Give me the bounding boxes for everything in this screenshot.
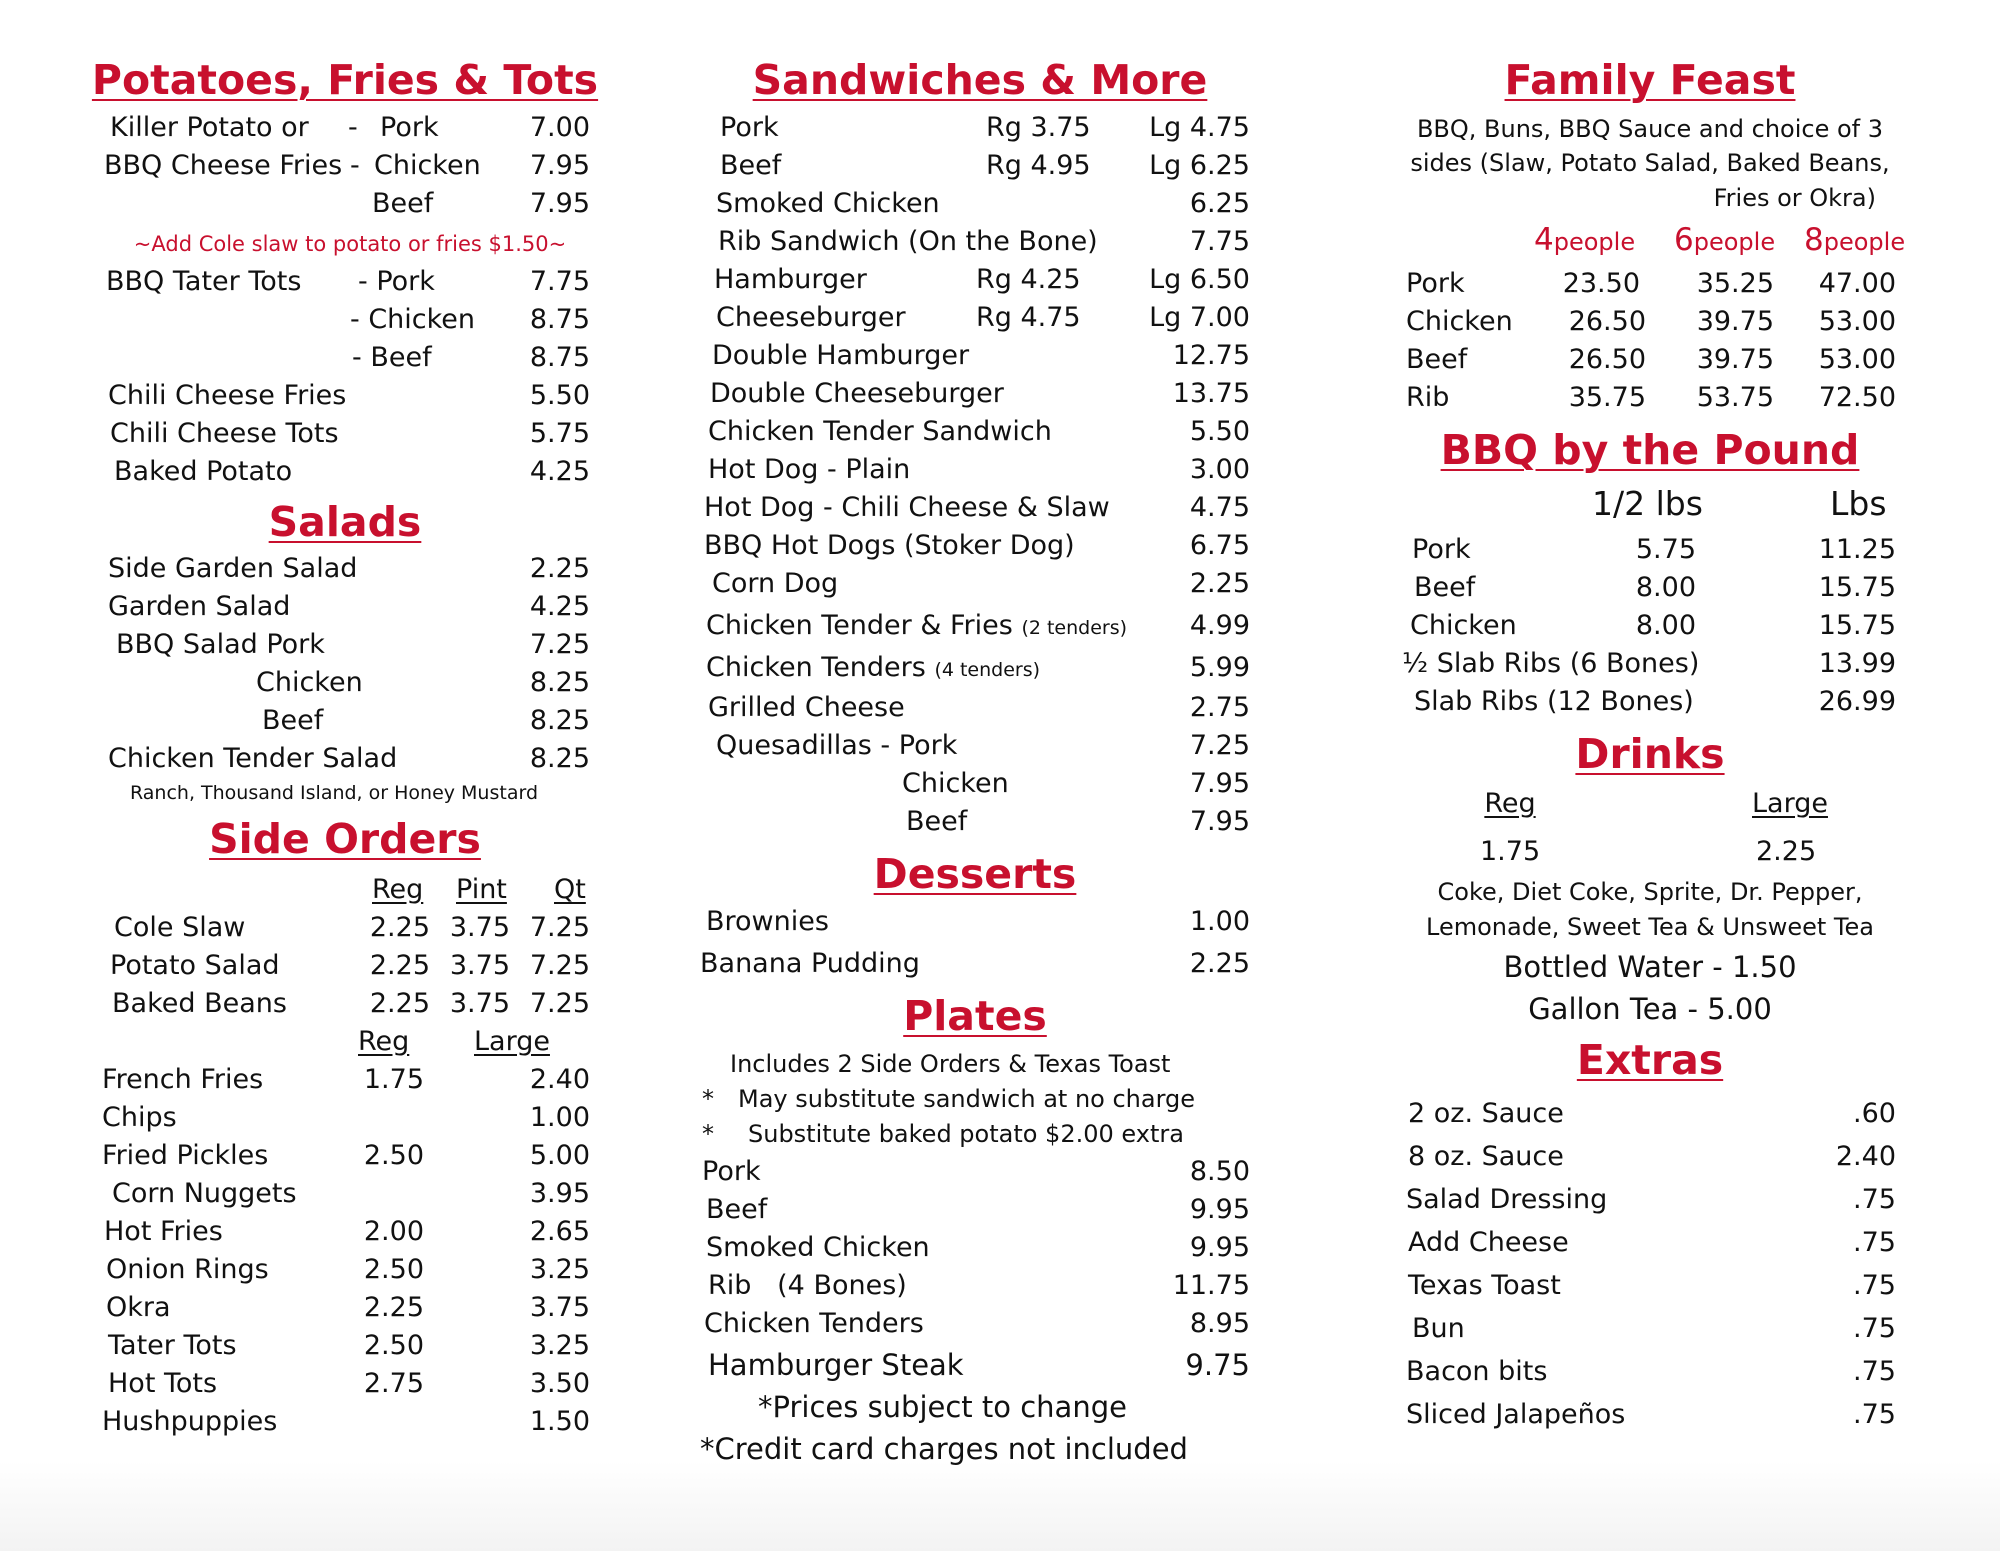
family-row-p6: 35.25 <box>1696 268 1774 299</box>
side-tier2-large: 3.50 <box>529 1368 590 1399</box>
killer-beef-price: 7.95 <box>529 188 590 219</box>
family-row-p4: 35.75 <box>1568 382 1646 413</box>
potato-item-price: 5.75 <box>529 418 590 449</box>
side-tier2-reg: 2.50 <box>363 1330 424 1361</box>
quesadillas-chicken: Chicken <box>902 768 1009 799</box>
side-tier2-name: Hot Fries <box>104 1216 223 1247</box>
extra-name: 2 oz. Sauce <box>1408 1098 1564 1129</box>
tenders-note: (4 tenders) <box>934 659 1041 681</box>
tenders-label: Chicken Tenders <box>706 652 926 683</box>
family-desc2: sides (Slaw, Potato Salad, Baked Beans, <box>1410 149 1890 177</box>
drinks-reg-label: Reg <box>1484 788 1536 819</box>
tenders-price: 5.99 <box>1189 652 1250 683</box>
family-row-p8: 72.50 <box>1818 382 1896 413</box>
salad-bbq-chicken-name: Chicken <box>256 667 363 698</box>
side-tier2-name: Hushpuppies <box>102 1406 278 1437</box>
quesadillas-beef-price: 7.95 <box>1189 806 1250 837</box>
potatoes-heading: Potatoes, Fries & Tots <box>91 56 599 104</box>
sandwich-item-name: Hot Dog - Plain <box>708 454 911 485</box>
plate-price: 9.95 <box>1189 1232 1250 1263</box>
pound-row-full: 15.75 <box>1818 572 1896 603</box>
extra-price: .60 <box>1853 1098 1896 1129</box>
side-tier2-name: Okra <box>106 1292 171 1323</box>
plate-name: Chicken Tenders <box>704 1308 924 1339</box>
tots-beef-price: 8.75 <box>529 342 590 373</box>
potato-item-name: Chili Cheese Tots <box>110 418 339 449</box>
side-tier2-reg: 2.50 <box>363 1254 424 1285</box>
salad-bbq-beef-price: 8.25 <box>529 705 590 736</box>
sandwich-sized-rg: Rg 3.75 <box>986 112 1091 143</box>
plates-note1: May substitute sandwich at no charge <box>738 1085 1196 1113</box>
salad-dressings: Ranch, Thousand Island, or Honey Mustard <box>130 782 539 804</box>
family-row-p8: 47.00 <box>1818 268 1896 299</box>
family-row-p6: 39.75 <box>1696 344 1774 375</box>
page-bottom-shade <box>0 1461 2000 1551</box>
extras-heading: Extras <box>1576 1036 1724 1084</box>
extra-name: 8 oz. Sauce <box>1408 1141 1564 1172</box>
sandwich-sized-name: Pork <box>720 112 779 143</box>
sandwich-item-name: Corn Dog <box>712 568 839 599</box>
side-tier1-qt: 7.25 <box>529 988 590 1019</box>
quesadillas-beef: Beef <box>906 806 968 837</box>
family-row-p6: 39.75 <box>1696 306 1774 337</box>
side-tier2-large: 5.00 <box>529 1140 590 1171</box>
burger-name: Cheeseburger <box>716 302 906 333</box>
sandwich-rib-price: 7.75 <box>1189 226 1250 257</box>
extra-name: Bun <box>1412 1313 1465 1344</box>
family-size-word: people <box>1693 228 1776 256</box>
tots-chicken: - Chicken <box>350 304 476 335</box>
dessert-price: 2.25 <box>1189 948 1250 979</box>
sandwich-sized-name: Beef <box>720 150 782 181</box>
pound-row-half: 8.00 <box>1635 572 1696 603</box>
drinks-large-label: Large <box>1752 788 1828 819</box>
killer-pork: Pork <box>380 112 439 143</box>
sandwich-smoked-price: 6.25 <box>1189 188 1250 219</box>
family-size-4 <box>1534 222 1635 258</box>
drinks-list2: Lemonade, Sweet Tea & Unsweet Tea <box>1426 913 1874 941</box>
side-tier1-pint: 3.75 <box>449 950 510 981</box>
sandwich-item-price: 2.25 <box>1189 568 1250 599</box>
sides-head2-reg: Reg <box>358 1026 410 1057</box>
salad-tender-price: 8.25 <box>529 743 590 774</box>
extra-price: .75 <box>1853 1270 1896 1301</box>
side-tier2-name: French Fries <box>102 1064 264 1095</box>
salad-bbq-pork-price: 7.25 <box>529 629 590 660</box>
sandwich-rib-name: Rib Sandwich (On the Bone) <box>718 226 1098 257</box>
extra-price: .75 <box>1853 1184 1896 1215</box>
extra-price: .75 <box>1853 1399 1896 1430</box>
plate-name: Beef <box>706 1194 768 1225</box>
family-row-name: Chicken <box>1406 306 1513 337</box>
family-row-p6: 53.75 <box>1696 382 1774 413</box>
plate-price: 9.75 <box>1185 1348 1250 1382</box>
plates-heading: Plates <box>903 992 1047 1040</box>
sandwich-item-name: Hot Dog - Chili Cheese & Slaw <box>704 492 1110 523</box>
sandwich-item-name: Chicken Tender Sandwich <box>708 416 1052 447</box>
burger-lg: Lg 6.50 <box>1149 264 1250 295</box>
family-size-word: people <box>1553 228 1636 256</box>
extra-price: .75 <box>1853 1227 1896 1258</box>
quesadillas-pork-price: 7.25 <box>1189 730 1250 761</box>
burger-rg: Rg 4.75 <box>976 302 1081 333</box>
killer-pork-price: 7.00 <box>529 112 590 143</box>
drinks-heading: Drinks <box>1575 730 1725 778</box>
salad-side-price: 2.25 <box>529 553 590 584</box>
sandwich-sized-rg: Rg 4.95 <box>986 150 1091 181</box>
family-row-p4: 26.50 <box>1568 306 1646 337</box>
killer-beef: Beef <box>372 188 434 219</box>
plates-note2: Substitute baked potato $2.00 extra <box>748 1120 1184 1148</box>
family-size-num: 4 <box>1534 222 1554 258</box>
extra-name: Bacon bits <box>1406 1356 1548 1387</box>
pound-row-full: 11.25 <box>1818 534 1896 565</box>
plates-star2: * <box>702 1120 714 1148</box>
family-row-p4: 23.50 <box>1562 268 1640 299</box>
burger-rg: Rg 4.25 <box>976 264 1081 295</box>
side-tier2-reg: 2.00 <box>363 1216 424 1247</box>
burger-lg: Lg 7.00 <box>1149 302 1250 333</box>
side-tier2-large: 1.50 <box>529 1406 590 1437</box>
plate-name: Pork <box>702 1156 761 1187</box>
grilled-cheese-price: 2.75 <box>1189 692 1250 723</box>
dessert-name: Banana Pudding <box>700 948 920 979</box>
sides-head-pint: Pint <box>456 874 507 905</box>
salad-bbq-beef-name: Beef <box>262 705 324 736</box>
killer-dash1: - <box>348 112 358 143</box>
potato-item-price: 5.50 <box>529 380 590 411</box>
family-size-num: 6 <box>1674 222 1694 258</box>
pound-row-name: Chicken <box>1410 610 1517 641</box>
side-tier2-name: Corn Nuggets <box>112 1178 297 1209</box>
plate-name: Smoked Chicken <box>706 1232 930 1263</box>
extra-name: Texas Toast <box>1408 1270 1561 1301</box>
side-tier2-reg: 2.75 <box>363 1368 424 1399</box>
family-row-p8: 53.00 <box>1818 344 1896 375</box>
sandwich-item-price: 4.75 <box>1189 492 1250 523</box>
sandwich-item-price: 6.75 <box>1189 530 1250 561</box>
pound-heading: BBQ by the Pound <box>1440 426 1860 474</box>
plate-name: Rib (4 Bones) <box>708 1270 907 1301</box>
salad-side-name: Side Garden Salad <box>108 553 358 584</box>
plate-price: 8.95 <box>1189 1308 1250 1339</box>
side-tier2-name: Fried Pickles <box>102 1140 269 1171</box>
gallon-tea: Gallon Tea - 5.00 <box>1528 992 1772 1026</box>
family-desc3: Fries or Okra) <box>1713 184 1876 212</box>
salad-garden-price: 4.25 <box>529 591 590 622</box>
plate-name: Hamburger Steak <box>708 1348 964 1382</box>
sandwich-smoked-name: Smoked Chicken <box>716 188 940 219</box>
sandwich-sized-lg: Lg 6.25 <box>1149 150 1250 181</box>
side-tier1-name: Potato Salad <box>110 950 280 981</box>
extra-name: Sliced Jalapeños <box>1406 1399 1626 1430</box>
potato-item-name: Baked Potato <box>114 456 293 487</box>
plate-price: 11.75 <box>1172 1270 1250 1301</box>
family-feast-heading: Family Feast <box>1504 56 1796 104</box>
pound-row-half: 8.00 <box>1635 610 1696 641</box>
killer-chicken-price: 7.95 <box>529 150 590 181</box>
side-tier2-name: Chips <box>102 1102 177 1133</box>
killer-line2: BBQ Cheese Fries <box>104 150 343 181</box>
extra-price: 2.40 <box>1835 1141 1896 1172</box>
side-tier1-qt: 7.25 <box>529 912 590 943</box>
sandwiches-heading: Sandwiches & More <box>752 56 1208 104</box>
side-tier2-name: Hot Tots <box>108 1368 218 1399</box>
sandwich-item-name: Double Hamburger <box>712 340 970 371</box>
tender-fries-name <box>706 610 1127 641</box>
sides-head-reg: Reg <box>372 874 424 905</box>
family-size-word: people <box>1823 228 1906 256</box>
salad-bbq-chicken-price: 8.25 <box>529 667 590 698</box>
coleslaw-note: ~Add Cole slaw to potato or fries $1.50~ <box>133 232 567 256</box>
tots-label: BBQ Tater Tots <box>106 266 302 297</box>
sandwich-item-price: 5.50 <box>1189 416 1250 447</box>
prices-disclaimer: *Prices subject to change <box>758 1390 1127 1424</box>
side-tier2-reg: 1.75 <box>363 1064 424 1095</box>
quesadillas-label: Quesadillas - Pork <box>716 730 958 761</box>
pound-head-full: Lbs <box>1830 484 1887 523</box>
tender-fries-note: (2 tenders) <box>1021 617 1128 639</box>
extra-name: Salad Dressing <box>1406 1184 1608 1215</box>
family-row-name: Pork <box>1406 268 1465 299</box>
family-size-6 <box>1674 222 1775 258</box>
killer-chicken: Chicken <box>374 150 481 181</box>
tots-pork: - Pork <box>358 266 435 297</box>
pound-head-half: 1/2 lbs <box>1592 484 1703 523</box>
family-row-p8: 53.00 <box>1818 306 1896 337</box>
tender-fries-price: 4.99 <box>1189 610 1250 641</box>
grilled-cheese-name: Grilled Cheese <box>708 692 905 723</box>
extra-name: Add Cheese <box>1408 1227 1569 1258</box>
killer-line1: Killer Potato or <box>110 112 309 143</box>
side-tier2-name: Onion Rings <box>106 1254 269 1285</box>
sandwich-item-price: 12.75 <box>1172 340 1250 371</box>
family-size-8 <box>1804 222 1905 258</box>
tots-beef: - Beef <box>352 342 432 373</box>
quesadillas-chicken-price: 7.95 <box>1189 768 1250 799</box>
side-orders-heading: Side Orders <box>209 815 481 863</box>
side-tier1-pint: 3.75 <box>449 912 510 943</box>
credit-disclaimer: *Credit card charges not included <box>700 1432 1188 1466</box>
tenders-name <box>706 652 1040 683</box>
salad-bbq-pork-name: BBQ Salad Pork <box>116 629 325 660</box>
full-slab-price: 26.99 <box>1818 686 1896 717</box>
side-tier1-name: Cole Slaw <box>114 912 246 943</box>
half-slab-price: 13.99 <box>1818 648 1896 679</box>
plates-includes: Includes 2 Side Orders & Texas Toast <box>730 1050 1171 1078</box>
side-tier2-reg: 2.50 <box>363 1140 424 1171</box>
family-row-name: Beef <box>1406 344 1468 375</box>
sandwich-item-name: Double Cheeseburger <box>710 378 1004 409</box>
drinks-reg-price: 1.75 <box>1480 836 1541 867</box>
family-row-name: Rib <box>1406 382 1450 413</box>
salad-tender-name: Chicken Tender Salad <box>108 743 398 774</box>
plate-price: 8.50 <box>1189 1156 1250 1187</box>
drinks-large-price: 2.25 <box>1756 836 1817 867</box>
side-tier2-large: 3.95 <box>529 1178 590 1209</box>
side-tier2-large: 3.75 <box>529 1292 590 1323</box>
side-tier2-large: 2.40 <box>529 1064 590 1095</box>
sides-head-qt: Qt <box>554 874 586 905</box>
plates-star1: * <box>702 1085 714 1113</box>
bottled-water: Bottled Water - 1.50 <box>1503 950 1797 984</box>
potato-item-name: Chili Cheese Fries <box>108 380 347 411</box>
side-tier2-name: Tater Tots <box>108 1330 237 1361</box>
salads-heading: Salads <box>268 498 422 546</box>
salad-garden-name: Garden Salad <box>108 591 291 622</box>
sandwich-sized-lg: Lg 4.75 <box>1149 112 1250 143</box>
tender-fries-label: Chicken Tender & Fries <box>706 610 1013 641</box>
sandwich-item-name: BBQ Hot Dogs (Stoker Dog) <box>704 530 1075 561</box>
sandwich-item-price: 13.75 <box>1172 378 1250 409</box>
desserts-heading: Desserts <box>873 850 1077 898</box>
side-tier1-reg: 2.25 <box>369 988 430 1019</box>
dessert-name: Brownies <box>706 906 829 937</box>
family-size-num: 8 <box>1804 222 1824 258</box>
burger-name: Hamburger <box>714 264 867 295</box>
side-tier1-name: Baked Beans <box>112 988 287 1019</box>
side-tier1-reg: 2.25 <box>369 950 430 981</box>
side-tier2-large: 1.00 <box>529 1102 590 1133</box>
side-tier1-qt: 7.25 <box>529 950 590 981</box>
extra-price: .75 <box>1853 1313 1896 1344</box>
pound-row-name: Beef <box>1414 572 1476 603</box>
family-desc1: BBQ, Buns, BBQ Sauce and choice of 3 <box>1416 115 1884 143</box>
half-slab-name: ½ Slab Ribs (6 Bones) <box>1402 648 1700 679</box>
drinks-list1: Coke, Diet Coke, Sprite, Dr. Pepper, <box>1437 878 1863 906</box>
side-tier1-reg: 2.25 <box>369 912 430 943</box>
plate-price: 9.95 <box>1189 1194 1250 1225</box>
sandwich-item-price: 3.00 <box>1189 454 1250 485</box>
side-tier2-large: 2.65 <box>529 1216 590 1247</box>
side-tier1-pint: 3.75 <box>449 988 510 1019</box>
pound-row-full: 15.75 <box>1818 610 1896 641</box>
extra-price: .75 <box>1853 1356 1896 1387</box>
side-tier2-large: 3.25 <box>529 1330 590 1361</box>
family-row-p4: 26.50 <box>1568 344 1646 375</box>
sides-head2-large: Large <box>474 1026 550 1057</box>
tots-pork-price: 7.75 <box>529 266 590 297</box>
killer-dash2: - <box>350 150 360 181</box>
full-slab-name: Slab Ribs (12 Bones) <box>1414 686 1694 717</box>
side-tier2-reg: 2.25 <box>363 1292 424 1323</box>
potato-item-price: 4.25 <box>529 456 590 487</box>
pound-row-half: 5.75 <box>1635 534 1696 565</box>
tots-chicken-price: 8.75 <box>529 304 590 335</box>
dessert-price: 1.00 <box>1189 906 1250 937</box>
pound-row-name: Pork <box>1412 534 1471 565</box>
side-tier2-large: 3.25 <box>529 1254 590 1285</box>
